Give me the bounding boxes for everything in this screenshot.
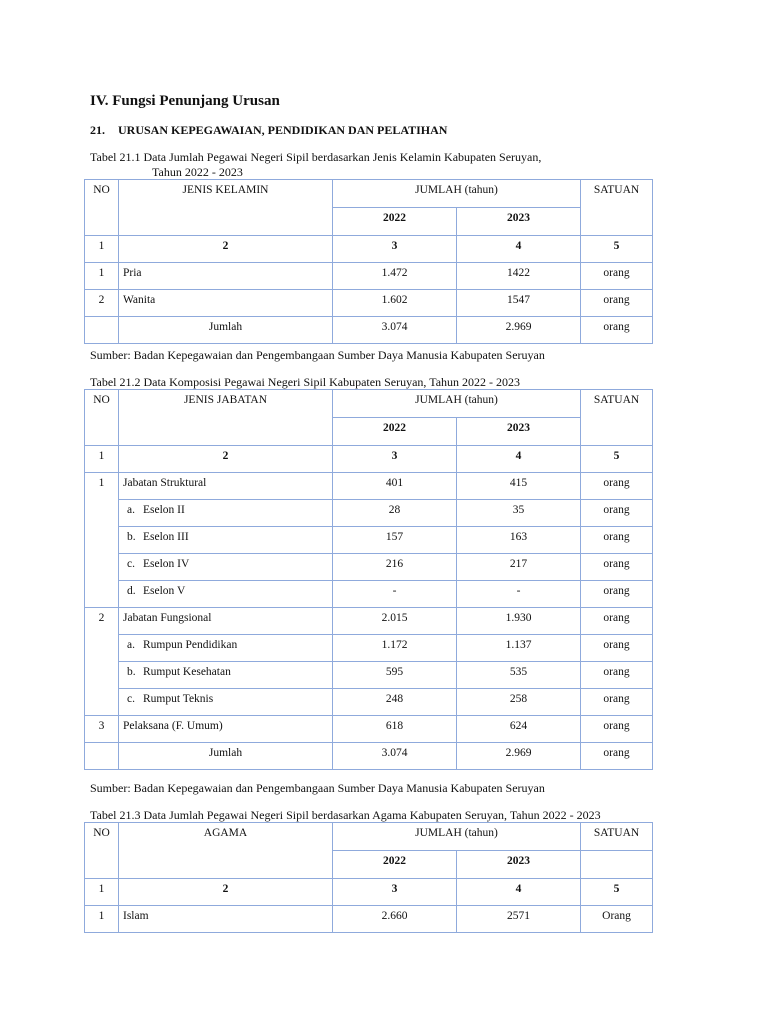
row-value-2023: 2.969 — [457, 743, 581, 770]
header-kind: JENIS KELAMIN — [119, 180, 333, 236]
row-letter: a. — [127, 639, 135, 651]
row-no — [85, 500, 119, 527]
row-value-2023: 415 — [457, 473, 581, 500]
row-sublabel: Eselon V — [143, 585, 186, 597]
row-sublabel: Eselon IV — [143, 558, 190, 570]
row-value-2022: 401 — [333, 473, 457, 500]
table-row — [85, 527, 653, 554]
row-value-2022: 28 — [333, 500, 457, 527]
index-cell: 3 — [333, 236, 457, 263]
table2-source: Sumber: Badan Kepegawaian dan Pengembangaan Sumber Daya Manusia Kabupaten Seruyan — [90, 781, 545, 795]
row-value-2022: 1.172 — [333, 635, 457, 662]
row-value-2023: 1422 — [457, 263, 581, 290]
table-row — [85, 473, 653, 500]
table1-source: Sumber: Badan Kepegawaian dan Pengembangaan Sumber Daya Manusia Kabupaten Seruyan — [90, 348, 545, 362]
row-unit: Orang — [581, 906, 653, 933]
table-row — [85, 716, 653, 743]
row-sublabel: Eselon III — [143, 531, 189, 543]
table-index-row — [85, 879, 653, 906]
row-unit: orang — [581, 500, 653, 527]
table3 — [84, 822, 653, 933]
row-label: Pelaksana (F. Umum) — [119, 716, 333, 743]
row-sublabel: Rumpun Pendidikan — [143, 639, 238, 651]
row-label — [119, 527, 333, 554]
row-unit: orang — [581, 635, 653, 662]
row-no: 3 — [85, 716, 119, 743]
subsection-label: URUSAN KEPEGAWAIAN, PENDIDIKAN DAN PELATIHAN — [118, 123, 448, 137]
row-value-2023: 1547 — [457, 290, 581, 317]
row-letter: d. — [127, 585, 136, 597]
row-unit: orang — [581, 662, 653, 689]
row-value-2023: 1.137 — [457, 635, 581, 662]
index-cell: 4 — [457, 446, 581, 473]
header-satuan: SATUAN — [581, 390, 653, 446]
row-label: Islam — [119, 906, 333, 933]
row-label: Pria — [119, 263, 333, 290]
row-no: 1 — [85, 473, 119, 500]
row-unit: orang — [581, 527, 653, 554]
row-no — [85, 743, 119, 770]
header-satuan: SATUAN — [581, 823, 653, 851]
table-row — [85, 689, 653, 716]
row-no — [85, 554, 119, 581]
table-row — [85, 581, 653, 608]
row-no: 2 — [85, 608, 119, 635]
header-satuan: SATUAN — [581, 180, 653, 236]
index-cell: 2 — [119, 879, 333, 906]
table-row — [85, 554, 653, 581]
row-value-2023: 2.969 — [457, 317, 581, 344]
index-cell: 2 — [119, 236, 333, 263]
table-total-row — [85, 317, 653, 344]
table-row — [85, 906, 653, 933]
header-year-2023: 2023 — [457, 851, 581, 879]
table1-caption-line2: Tahun 2022 - 2023 — [152, 165, 243, 179]
row-letter: b. — [127, 666, 136, 678]
row-value-2022: 2.660 — [333, 906, 457, 933]
header-year-2023: 2023 — [457, 418, 581, 446]
row-value-2023: 258 — [457, 689, 581, 716]
row-unit: orang — [581, 689, 653, 716]
row-no: 2 — [85, 290, 119, 317]
row-value-2022: 1.602 — [333, 290, 457, 317]
row-letter: c. — [127, 558, 135, 570]
header-no: NO — [85, 823, 119, 879]
header-year-2022: 2022 — [333, 418, 457, 446]
header-jumlah: JUMLAH (tahun) — [333, 180, 581, 208]
row-value-2022: 595 — [333, 662, 457, 689]
table1-caption — [90, 150, 541, 180]
row-value-2023: 624 — [457, 716, 581, 743]
table-header-row — [85, 823, 653, 851]
header-year-2023: 2023 — [457, 208, 581, 236]
subsection-number: 21. — [90, 123, 105, 137]
row-no — [85, 527, 119, 554]
table1-caption-line1: Tabel 21.1 Data Jumlah Pegawai Negeri Sipil berdasarkan Jenis Kelamin Kabupaten Seruyan, — [90, 150, 542, 164]
index-cell: 2 — [119, 446, 333, 473]
row-sublabel: Eselon II — [143, 504, 185, 516]
index-cell: 5 — [581, 236, 653, 263]
row-unit: orang — [581, 716, 653, 743]
row-no — [85, 662, 119, 689]
row-letter: c. — [127, 693, 135, 705]
row-no — [85, 317, 119, 344]
row-value-2023: 35 — [457, 500, 581, 527]
header-year-2022: 2022 — [333, 851, 457, 879]
row-unit: orang — [581, 290, 653, 317]
row-value-2023: 163 — [457, 527, 581, 554]
row-no: 1 — [85, 906, 119, 933]
index-cell: 4 — [457, 236, 581, 263]
row-value-2022: 157 — [333, 527, 457, 554]
row-sublabel: Rumput Teknis — [143, 693, 214, 705]
row-unit: orang — [581, 608, 653, 635]
row-label: Jabatan Fungsional — [119, 608, 333, 635]
table-row — [85, 500, 653, 527]
index-cell: 5 — [581, 879, 653, 906]
row-value-2022: 618 — [333, 716, 457, 743]
header-kind: JENIS JABATAN — [119, 390, 333, 446]
row-label: Wanita — [119, 290, 333, 317]
row-letter: a. — [127, 504, 135, 516]
header-jumlah: JUMLAH (tahun) — [333, 390, 581, 418]
row-value-2022: 1.472 — [333, 263, 457, 290]
table-total-row — [85, 743, 653, 770]
index-cell: 1 — [85, 446, 119, 473]
header-satuan-blank — [581, 851, 653, 879]
row-unit: orang — [581, 743, 653, 770]
index-cell: 1 — [85, 236, 119, 263]
row-value-2022: 3.074 — [333, 317, 457, 344]
row-no — [85, 635, 119, 662]
row-no — [85, 581, 119, 608]
table2-caption: Tabel 21.2 Data Komposisi Pegawai Negeri Sipil Kabupaten Seruyan, Tahun 2022 - 2023 — [90, 375, 521, 389]
header-kind: AGAMA — [119, 823, 333, 879]
row-unit: orang — [581, 554, 653, 581]
row-unit: orang — [581, 263, 653, 290]
table2 — [84, 389, 653, 770]
row-unit: orang — [581, 473, 653, 500]
index-cell: 1 — [85, 879, 119, 906]
table-row — [85, 635, 653, 662]
row-value-2022: 248 — [333, 689, 457, 716]
index-cell: 3 — [333, 879, 457, 906]
row-label: Jumlah — [119, 317, 333, 344]
row-label — [119, 500, 333, 527]
row-value-2023: 2571 — [457, 906, 581, 933]
table-header-row — [85, 390, 653, 418]
section-title: IV. Fungsi Penunjang Urusan — [90, 93, 280, 109]
row-value-2023: 1.930 — [457, 608, 581, 635]
header-jumlah: JUMLAH (tahun) — [333, 823, 581, 851]
row-unit: orang — [581, 581, 653, 608]
row-label — [119, 554, 333, 581]
header-year-2022: 2022 — [333, 208, 457, 236]
table-row — [85, 263, 653, 290]
row-value-2022: 2.015 — [333, 608, 457, 635]
row-value-2022: 3.074 — [333, 743, 457, 770]
table1 — [84, 179, 653, 344]
row-label — [119, 581, 333, 608]
row-value-2022: 216 — [333, 554, 457, 581]
row-label — [119, 635, 333, 662]
row-no — [85, 689, 119, 716]
table-row — [85, 290, 653, 317]
row-value-2023: - — [457, 581, 581, 608]
table-index-row — [85, 446, 653, 473]
table-header-row — [85, 180, 653, 208]
header-no: NO — [85, 180, 119, 236]
index-cell: 5 — [581, 446, 653, 473]
row-label — [119, 689, 333, 716]
table3-caption: Tabel 21.3 Data Jumlah Pegawai Negeri Sipil berdasarkan Agama Kabupaten Seruyan, Tahun 2022 - 2023 — [90, 808, 601, 822]
index-cell: 4 — [457, 879, 581, 906]
row-value-2023: 535 — [457, 662, 581, 689]
row-no: 1 — [85, 263, 119, 290]
index-cell: 3 — [333, 446, 457, 473]
table-row — [85, 662, 653, 689]
row-label: Jumlah — [119, 743, 333, 770]
row-value-2023: 217 — [457, 554, 581, 581]
subsection-title — [90, 123, 447, 138]
row-label — [119, 662, 333, 689]
row-value-2022: - — [333, 581, 457, 608]
row-unit: orang — [581, 317, 653, 344]
row-letter: b. — [127, 531, 136, 543]
header-no: NO — [85, 390, 119, 446]
table-index-row — [85, 236, 653, 263]
row-sublabel: Rumput Kesehatan — [143, 666, 231, 678]
table-row — [85, 608, 653, 635]
row-label: Jabatan Struktural — [119, 473, 333, 500]
